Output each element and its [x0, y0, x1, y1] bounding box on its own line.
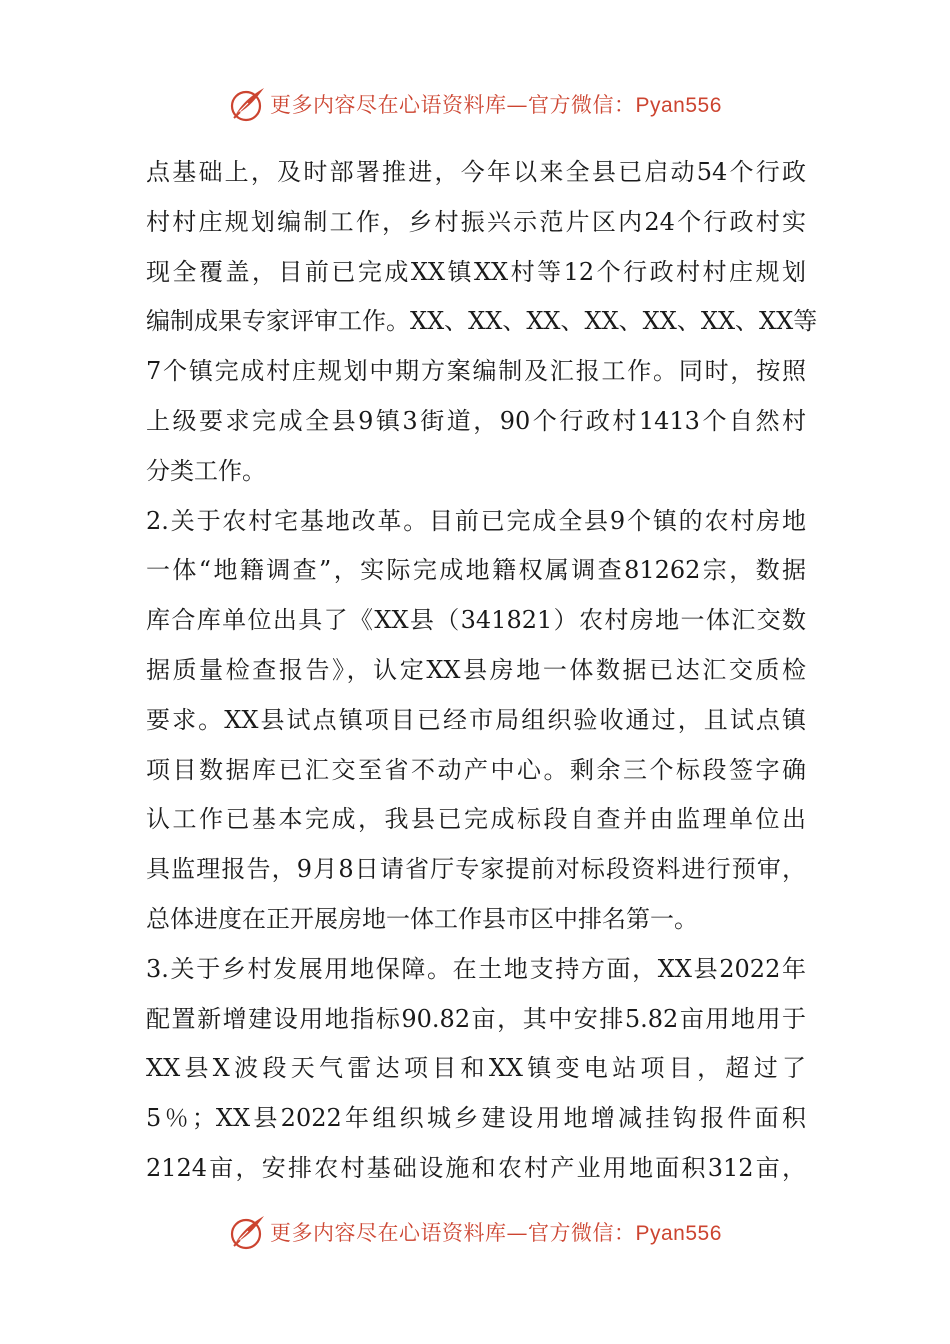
watermark-label: 更多内容尽在心语资料库—官方微信： — [270, 93, 636, 117]
text-line: 要求。XX县试点镇项目已经市局组织验收通过，且试点镇 — [146, 705, 806, 734]
text-line: 村村庄规划编制工作，乡村振兴示范片区内24个行政村实 — [146, 207, 806, 236]
text-line: 上级要求完成全县9镇3街道，90个行政村1413个自然村 — [146, 406, 806, 435]
quill-logo-icon — [228, 84, 268, 124]
text-line: 3.关于乡村发展用地保障。在土地支持方面，XX县2022年 — [146, 954, 806, 983]
text-line: 库合库单位出具了《XX县（341821）农村房地一体汇交数 — [146, 606, 806, 635]
text-line: 项目数据库已汇交至省不动产中心。剩余三个标段签字确 — [146, 755, 806, 784]
text-line: 2124亩，安排农村基础设施和农村产业用地面积312亩， — [146, 1153, 806, 1182]
text-line: XX县X波段天气雷达项目和XX镇变电站项目，超过了 — [146, 1054, 806, 1083]
watermark-footer — [0, 1206, 950, 1256]
watermark-header — [0, 78, 950, 128]
watermark-handle: Pyan556 — [635, 1222, 722, 1245]
text-line: 认工作已基本完成，我县已完成标段自查并由监理单位出 — [146, 805, 806, 834]
text-line: 点基础上，及时部署推进，今年以来全县已启动54个行政 — [146, 158, 806, 186]
text-line: 一体“地籍调查”，实际完成地籍权属调查81262宗，数据 — [146, 556, 806, 585]
text-line: 7个镇完成村庄规划中期方案编制及汇报工作。同时，按照 — [146, 357, 806, 386]
text-line: 具监理报告，9月8日请省厅专家提前对标段资料进行预审， — [146, 855, 806, 884]
text-line: 配置新增建设用地指标90.82亩，其中安排5.82亩用地用于 — [146, 1004, 806, 1033]
text-line: 5％；XX县2022年组织城乡建设用地增减挂钩报件面积 — [146, 1104, 806, 1133]
text-line: 现全覆盖，目前已完成XX镇XX村等12个行政村村庄规划 — [146, 257, 806, 286]
text-line: 2.关于农村宅基地改革。目前已完成全县9个镇的农村房地 — [146, 506, 806, 535]
watermark-label: 更多内容尽在心语资料库—官方微信： — [270, 1221, 636, 1245]
text-line: 分类工作。 — [146, 456, 266, 485]
watermark-text — [270, 89, 722, 119]
text-line: 总体进度在正开展房地一体工作县市区中排名第一。 — [146, 904, 698, 933]
watermark-handle: Pyan556 — [635, 94, 722, 117]
quill-logo-icon — [228, 1212, 268, 1252]
document-body — [146, 148, 818, 1194]
text-line: 据质量检查报告》，认定XX县房地一体数据已达汇交质检 — [146, 655, 806, 684]
watermark-text — [270, 1217, 722, 1247]
text-line: 编制成果专家评审工作。XX、XX、XX、XX、XX、XX、XX等 — [146, 307, 818, 336]
